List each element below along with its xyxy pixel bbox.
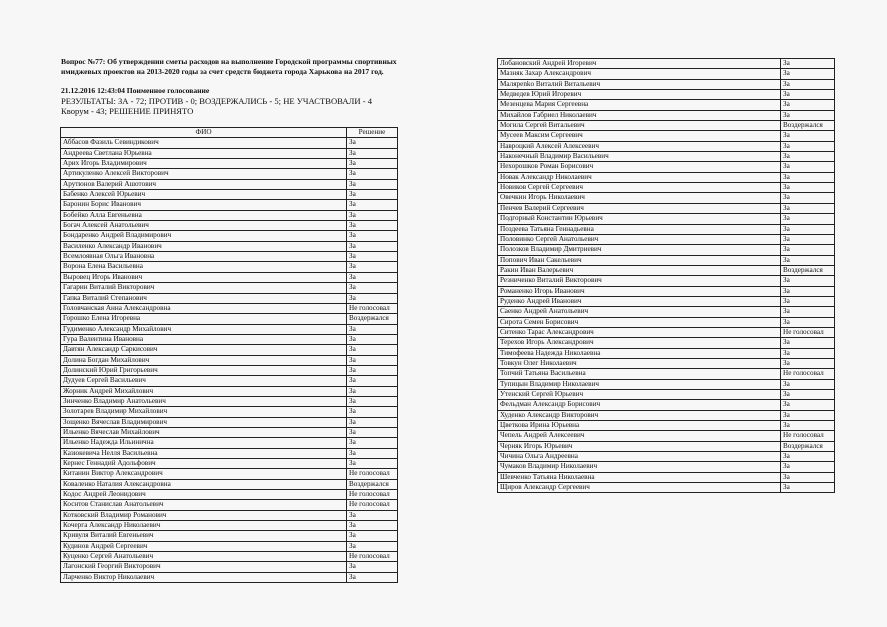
deputy-name: Тупицын Владимир Николаевич <box>498 379 781 389</box>
vote-decision: За <box>781 100 835 110</box>
vote-decision: За <box>347 241 398 251</box>
vote-decision: За <box>781 141 835 151</box>
table-row <box>61 438 398 448</box>
deputy-name: Горошко Елена Игоревна <box>61 314 347 324</box>
vote-decision: За <box>347 169 398 179</box>
deputy-name: Чепель Андрей Алексеевич <box>498 431 781 441</box>
table-header-row <box>61 128 398 138</box>
deputy-name: Новиков Сергей Сергеевич <box>498 183 781 193</box>
vote-decision: Не голосовал <box>781 327 835 337</box>
deputy-name: Зинченко Владимир Анатольевич <box>61 396 347 406</box>
deputy-name: Кодос Андрей Леонидович <box>61 490 347 500</box>
vote-decision: Не голосовал <box>781 369 835 379</box>
deputy-name: Могила Сергей Витальевич <box>498 121 781 131</box>
table-row <box>498 421 835 431</box>
deputy-name: Золотарев Владимир Михайлович <box>61 407 347 417</box>
name-column-header: ФИО <box>61 128 347 138</box>
vote-decision: За <box>781 483 835 493</box>
table-row <box>61 376 398 386</box>
table-row <box>61 138 398 148</box>
vote-decision: За <box>781 203 835 213</box>
vote-decision: За <box>347 159 398 169</box>
question-title: Вопрос №77: Об утверждении сметы расходов на выполнение Городской программы спортивных имиджевых проектов на 2013-2020 годы за счет средств бюджета города Харькова на 2017 год. <box>61 57 397 76</box>
vote-decision: За <box>347 407 398 417</box>
vote-decision: Воздержался <box>781 265 835 275</box>
table-row <box>61 510 398 520</box>
deputy-name: Долинский Юрий Григорьевич <box>61 365 347 375</box>
vote-decision: За <box>347 531 398 541</box>
table-row <box>498 255 835 265</box>
vote-decision: За <box>781 348 835 358</box>
vote-decision: За <box>347 272 398 282</box>
table-row <box>498 141 835 151</box>
vote-decision: За <box>347 521 398 531</box>
table-row <box>61 345 398 355</box>
table-row <box>61 562 398 572</box>
table-row <box>61 541 398 551</box>
deputy-name: Утенский Сергей Юрьевич <box>498 390 781 400</box>
vote-decision: Воздержался <box>781 441 835 451</box>
table-row <box>61 324 398 334</box>
deputy-name: Гудименко Александр Михайлович <box>61 324 347 334</box>
deputy-name: Лобановский Андрей Игоревич <box>498 59 781 69</box>
deputy-name: Арутюнов Валерий Ашотович <box>61 179 347 189</box>
table-row <box>498 358 835 368</box>
deputy-name: Кернес Геннадий Адольфович <box>61 459 347 469</box>
vote-decision: За <box>347 179 398 189</box>
vote-decision: За <box>781 245 835 255</box>
table-row <box>61 303 398 313</box>
deputy-name: Котковский Владимир Романович <box>61 510 347 520</box>
vote-decision: За <box>347 231 398 241</box>
deputy-name: Тимофеева Надежда Николаевна <box>498 348 781 358</box>
table-row <box>61 355 398 365</box>
table-row <box>498 193 835 203</box>
table-row <box>61 459 398 469</box>
deputy-name: Цветкова Ирина Юрьевна <box>498 421 781 431</box>
vote-decision: За <box>347 438 398 448</box>
deputy-name: Терехов Игорь Александрович <box>498 338 781 348</box>
table-row <box>61 396 398 406</box>
vote-decision: За <box>347 200 398 210</box>
deputy-name: Гапка Виталий Степанович <box>61 293 347 303</box>
table-row <box>498 348 835 358</box>
vote-decision: За <box>781 183 835 193</box>
deputy-name: Подгорный Константин Юрьевич <box>498 214 781 224</box>
table-row <box>498 296 835 306</box>
deputy-name: Бондаренко Андрей Владимирович <box>61 231 347 241</box>
vote-decision: За <box>347 221 398 231</box>
deputy-name: Пенчев Валерий Сергеевич <box>498 203 781 213</box>
vote-decision: Не голосовал <box>347 490 398 500</box>
table-row <box>498 441 835 451</box>
table-row <box>498 100 835 110</box>
table-row <box>498 400 835 410</box>
deputy-name: Резниченко Виталий Викторович <box>498 276 781 286</box>
vote-decision: За <box>781 276 835 286</box>
table-row <box>61 427 398 437</box>
vote-decision: За <box>781 152 835 162</box>
vote-decision: За <box>347 572 398 582</box>
table-row <box>498 462 835 472</box>
vote-decision: За <box>781 400 835 410</box>
table-row <box>61 448 398 458</box>
results-line: РЕЗУЛЬТАТЫ: ЗА - 72; ПРОТИВ - 0; ВОЗДЕРЖАЛИСЬ - 5; НЕ УЧАСТВОВАЛИ - 4 <box>61 96 373 106</box>
table-row <box>498 379 835 389</box>
deputy-name: Долина Богдан Михайлович <box>61 355 347 365</box>
deputy-name: Бобейко Алла Евгеньевна <box>61 210 347 220</box>
table-row <box>498 307 835 317</box>
table-row <box>61 262 398 272</box>
table-row <box>498 131 835 141</box>
table-row <box>498 234 835 244</box>
table-row <box>498 265 835 275</box>
table-row <box>498 431 835 441</box>
table-row <box>61 490 398 500</box>
deputy-name: Аббасов Фазиль Севиндикович <box>61 138 347 148</box>
table-row <box>61 552 398 562</box>
deputy-name: Кочерга Александр Николаевич <box>61 521 347 531</box>
vote-decision: За <box>781 110 835 120</box>
vote-decision: За <box>781 390 835 400</box>
vote-decision: За <box>781 286 835 296</box>
table-row <box>498 338 835 348</box>
vote-decision: За <box>347 396 398 406</box>
vote-decision: За <box>347 355 398 365</box>
vote-decision: За <box>347 190 398 200</box>
deputy-name: Давтян Александр Саркисович <box>61 345 347 355</box>
vote-decision: За <box>347 293 398 303</box>
deputy-name: Медведев Юрий Игоревич <box>498 90 781 100</box>
deputy-name: Лагонский Георгий Викторович <box>61 562 347 572</box>
table-row <box>61 241 398 251</box>
vote-decision: Не голосовал <box>347 552 398 562</box>
vote-decision: За <box>781 90 835 100</box>
vote-decision: За <box>781 59 835 69</box>
deputy-name: Худенко Александр Викторович <box>498 410 781 420</box>
vote-decision: За <box>347 376 398 386</box>
vote-decision: За <box>781 317 835 327</box>
table-row <box>498 214 835 224</box>
deputy-name: Жорник Андрей Михайлович <box>61 386 347 396</box>
table-row <box>61 479 398 489</box>
vote-decision: За <box>347 283 398 293</box>
vote-decision: За <box>347 262 398 272</box>
deputy-name: Малярenko Виталий Витальевич <box>498 79 781 89</box>
deputy-name: Половинко Сергей Анатольевич <box>498 234 781 244</box>
table-row <box>498 369 835 379</box>
table-row <box>498 162 835 172</box>
vote-decision: За <box>347 448 398 458</box>
table-row <box>498 110 835 120</box>
table-row <box>498 152 835 162</box>
vote-decision: За <box>781 307 835 317</box>
table-row <box>498 69 835 79</box>
deputy-name: Мусеев Максим Сергеевич <box>498 131 781 141</box>
table-row <box>61 500 398 510</box>
deputy-name: Дудуев Сергей Васильевич <box>61 376 347 386</box>
vote-decision: За <box>347 345 398 355</box>
vote-decision: За <box>347 386 398 396</box>
vote-decision: За <box>781 255 835 265</box>
deputy-name: Арих Игорь Владимирович <box>61 159 347 169</box>
deputy-name: Ситенко Тарас Александрович <box>498 327 781 337</box>
vote-decision: За <box>347 334 398 344</box>
vote-decision: За <box>781 172 835 182</box>
deputy-name: Китанин Виктор Александрович <box>61 469 347 479</box>
deputy-name: Бабенко Алексей Юрьевич <box>61 190 347 200</box>
deputy-name: Товкун Олег Николаевич <box>498 358 781 368</box>
deputy-name: Ворона Елена Васильевна <box>61 262 347 272</box>
deputy-name: Казюкевича Нелля Васильевна <box>61 448 347 458</box>
table-row <box>61 252 398 262</box>
table-row <box>61 221 398 231</box>
table-row <box>61 314 398 324</box>
table-row <box>498 390 835 400</box>
deputy-name: Выровец Игорь Иванович <box>61 272 347 282</box>
deputy-name: Ильенко Вячеслав Михайлович <box>61 427 347 437</box>
vote-decision: За <box>347 541 398 551</box>
deputy-name: Гура Валентина Ивановна <box>61 334 347 344</box>
deputy-name: Баронин Борис Иванович <box>61 200 347 210</box>
vote-decision: За <box>781 69 835 79</box>
vote-decision: За <box>781 379 835 389</box>
table-row <box>61 365 398 375</box>
table-row <box>61 231 398 241</box>
quorum-line: Кворум - 43; РЕШЕНИЕ ПРИНЯТО <box>61 106 194 116</box>
deputy-name: Полозков Владимир Дмитриевич <box>498 245 781 255</box>
vote-decision: Не голосовал <box>347 500 398 510</box>
deputy-name: Ракин Иван Валерьевич <box>498 265 781 275</box>
table-row <box>498 317 835 327</box>
table-row <box>61 179 398 189</box>
table-row <box>61 521 398 531</box>
vote-decision: За <box>781 296 835 306</box>
deputy-name: Фельдман Александр Борисович <box>498 400 781 410</box>
deputy-name: Нехорошков Роман Борисович <box>498 162 781 172</box>
vote-meta: 21.12.2016 12:43:04 Поименное голосование <box>61 86 210 95</box>
decision-column-header: Решение <box>347 128 398 138</box>
table-row <box>61 272 398 282</box>
vote-decision: Воздержался <box>781 121 835 131</box>
vote-decision: За <box>347 148 398 158</box>
deputy-name: Мазняк Захар Александрович <box>498 69 781 79</box>
table-row <box>61 200 398 210</box>
deputy-name: Навроцкий Алексей Алексеевич <box>498 141 781 151</box>
table-row <box>61 169 398 179</box>
deputy-name: Сирота Семен Борисович <box>498 317 781 327</box>
vote-decision: Не голосовал <box>347 469 398 479</box>
deputy-name: Топчий Татьяна Васильевна <box>498 369 781 379</box>
deputy-name: Михайлов Габриел Николаевич <box>498 110 781 120</box>
table-row <box>498 452 835 462</box>
deputy-name: Артикуленко Алексей Викторович <box>61 169 347 179</box>
deputy-name: Зощенко Вячеслав Владимирович <box>61 417 347 427</box>
deputy-name: Всемлоявная Ольга Ивановна <box>61 252 347 262</box>
vote-decision: За <box>347 138 398 148</box>
table-row <box>498 483 835 493</box>
table-row <box>61 572 398 582</box>
deputy-name: Романенко Игорь Иванович <box>498 286 781 296</box>
deputy-name: Андреева Светлана Юрьевна <box>61 148 347 158</box>
deputy-name: Кудинов Андрей Сергеевич <box>61 541 347 551</box>
table-row <box>498 121 835 131</box>
table-row <box>498 224 835 234</box>
table-row <box>61 148 398 158</box>
vote-decision: За <box>781 224 835 234</box>
table-row <box>498 472 835 482</box>
vote-decision: За <box>781 462 835 472</box>
table-row <box>61 190 398 200</box>
table-row <box>61 159 398 169</box>
deputy-name: Чумаков Владимир Николаевич <box>498 462 781 472</box>
deputy-name: Ларченко Виктор Николаевич <box>61 572 347 582</box>
vote-decision: За <box>781 131 835 141</box>
vote-decision: За <box>781 214 835 224</box>
table-row <box>498 172 835 182</box>
deputy-name: Саенко Андрей Анатольевич <box>498 307 781 317</box>
deputy-name: Новак Александр Николаевич <box>498 172 781 182</box>
table-row <box>61 334 398 344</box>
vote-decision: За <box>347 427 398 437</box>
table-row <box>498 286 835 296</box>
deputy-name: Ильенко Надежда Ильинична <box>61 438 347 448</box>
deputy-name: Василенко Александр Иванович <box>61 241 347 251</box>
deputy-name: Гагарин Виталий Викторович <box>61 283 347 293</box>
deputy-name: Овечкин Игорь Николаевич <box>498 193 781 203</box>
vote-decision: За <box>347 417 398 427</box>
vote-decision: За <box>781 79 835 89</box>
vote-decision: За <box>781 421 835 431</box>
deputy-name: Черняк Игорь Юрьевич <box>498 441 781 451</box>
deputy-name: Руденко Андрей Иванович <box>498 296 781 306</box>
vote-decision: За <box>781 410 835 420</box>
vote-decision: За <box>347 459 398 469</box>
vote-decision: За <box>781 234 835 244</box>
table-row <box>61 293 398 303</box>
table-row <box>498 410 835 420</box>
table-row <box>498 79 835 89</box>
table-row <box>61 531 398 541</box>
deputy-name: Головчанская Анна Александровна <box>61 303 347 313</box>
table-row <box>61 283 398 293</box>
deputy-name: Мезенцева Мария Сергеевна <box>498 100 781 110</box>
deputy-name: Шевченко Татьяна Николаевна <box>498 472 781 482</box>
vote-decision: Воздержался <box>347 479 398 489</box>
deputy-name: Кривуля Виталий Евгеньевич <box>61 531 347 541</box>
table-row <box>498 245 835 255</box>
table-row <box>498 90 835 100</box>
table-row <box>498 183 835 193</box>
vote-header <box>61 57 411 116</box>
table-row <box>61 469 398 479</box>
deputy-name: Чичина Ольга Андреевна <box>498 452 781 462</box>
deputy-name: Богач Алексей Анатольевич <box>61 221 347 231</box>
right-votes-table <box>497 58 835 493</box>
table-row <box>498 327 835 337</box>
vote-decision: За <box>347 210 398 220</box>
deputy-name: Щиров Александр Сергеевич <box>498 483 781 493</box>
vote-decision: За <box>781 193 835 203</box>
deputy-name: Коваленко Наталия Александровна <box>61 479 347 489</box>
table-row <box>61 407 398 417</box>
deputy-name: Наконечный Владимир Васильевич <box>498 152 781 162</box>
vote-decision: За <box>781 452 835 462</box>
left-votes-table <box>60 127 398 583</box>
vote-decision: Воздержался <box>347 314 398 324</box>
table-row <box>498 59 835 69</box>
vote-decision: За <box>347 562 398 572</box>
vote-decision: За <box>781 472 835 482</box>
table-row <box>61 210 398 220</box>
vote-decision: За <box>347 510 398 520</box>
deputy-name: Куценко Сергей Анатольевич <box>61 552 347 562</box>
deputy-name: Поздеева Татьяна Геннадьевна <box>498 224 781 234</box>
table-row <box>61 417 398 427</box>
table-row <box>498 276 835 286</box>
vote-decision: За <box>781 162 835 172</box>
table-row <box>61 386 398 396</box>
vote-decision: За <box>347 252 398 262</box>
vote-decision: За <box>781 358 835 368</box>
deputy-name: Попович Иван Сакельевич <box>498 255 781 265</box>
vote-decision: За <box>347 324 398 334</box>
table-row <box>498 203 835 213</box>
deputy-name: Коснтов Станислав Анатольевич <box>61 500 347 510</box>
vote-decision: Не голосовал <box>347 303 398 313</box>
vote-decision: Не голосовал <box>781 431 835 441</box>
vote-decision: За <box>347 365 398 375</box>
vote-decision: За <box>781 338 835 348</box>
